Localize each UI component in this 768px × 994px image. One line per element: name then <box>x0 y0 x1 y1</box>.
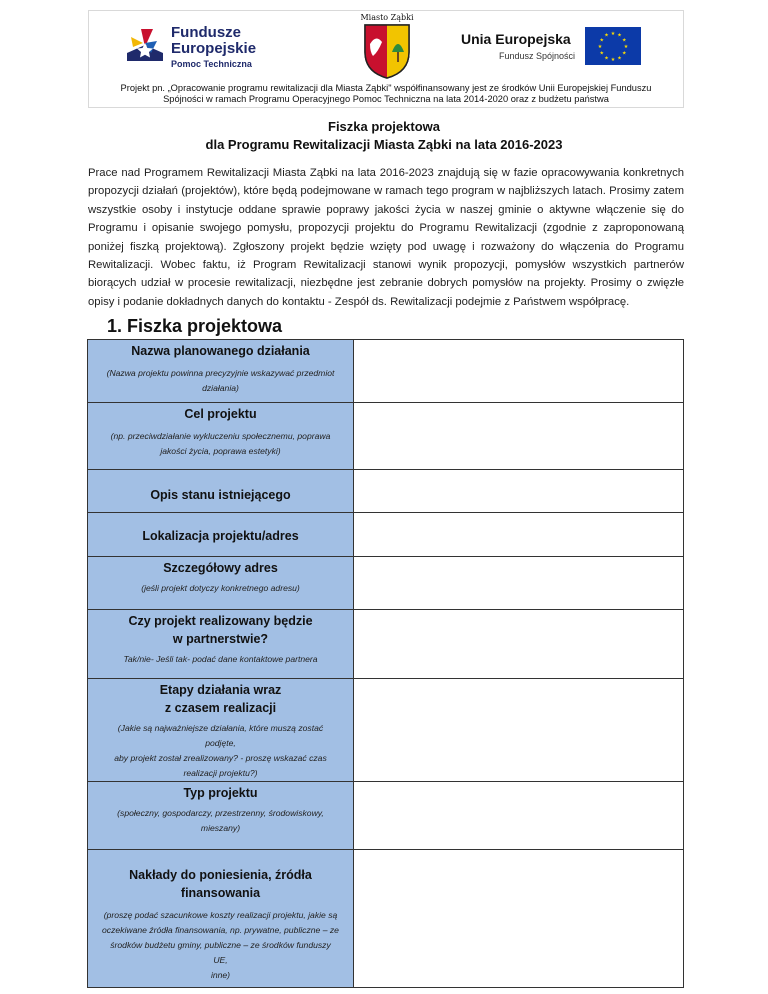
form-row-title-line: Etapy działania wraz <box>159 683 282 697</box>
unia-europejska-logo <box>461 27 661 77</box>
form-row-label <box>88 782 354 850</box>
form-row <box>88 679 684 782</box>
svg-text:★: ★ <box>599 50 604 57</box>
project-funding-notice <box>89 83 683 105</box>
coat-of-arms-icon <box>362 22 412 80</box>
form-row-label <box>88 340 354 403</box>
title-line1: Fiszka projektowa <box>328 119 440 134</box>
project-form-table <box>87 339 684 988</box>
form-row-label <box>88 610 354 679</box>
form-row-title <box>88 782 353 802</box>
svg-text:★: ★ <box>604 32 609 39</box>
form-row-hint-line: aby projekt został zrealizowany? - proszę wskazać czas <box>114 753 327 763</box>
form-row-hint-line: (społeczny, gospodarczy, przestrzenny, środowiskowy, <box>117 808 324 818</box>
form-row-title-line: Lokalizacja projektu/adres <box>142 529 299 543</box>
ue-title: Unia Europejska <box>461 31 571 47</box>
fundusze-europejskie-logo <box>123 23 273 73</box>
form-row-value-field[interactable] <box>354 470 684 513</box>
form-row-hint-line: (Nazwa projektu powinna precyzyjnie wskazywać przedmiot <box>106 368 335 378</box>
form-row-title <box>88 679 353 717</box>
form-row-value-field[interactable] <box>354 679 684 782</box>
fe-logo-line2: Europejskie <box>171 40 257 57</box>
svg-text:★: ★ <box>622 50 627 57</box>
form-row-title <box>88 340 353 360</box>
form-row <box>88 782 684 850</box>
form-row-hint-line: działania) <box>202 383 239 393</box>
form-row-hint-line: (np. przeciwdziałanie wykluczeniu społecznemu, poprawa <box>110 431 331 441</box>
crest-label: Miasto Ząbki <box>360 13 414 22</box>
form-row-value-field[interactable] <box>354 513 684 557</box>
form-row-label <box>88 557 354 610</box>
form-row-value-field[interactable] <box>354 403 684 470</box>
form-row-value-field[interactable] <box>354 340 684 403</box>
document-title <box>0 118 768 154</box>
form-row-title-line: finansowania <box>180 886 261 900</box>
svg-text:★: ★ <box>604 55 609 62</box>
form-row-title <box>88 525 353 545</box>
form-row-label <box>88 470 354 513</box>
form-row-hint <box>88 652 353 667</box>
form-row-hint-line: (jeśli projekt dotyczy konkretnego adresu) <box>141 583 300 593</box>
ue-sub: Fundusz Spójności <box>499 51 576 61</box>
form-row-hint <box>88 429 353 459</box>
form-row-title-line: Opis stanu istniejącego <box>150 488 291 502</box>
form-row-value-field[interactable] <box>354 850 684 988</box>
form-row <box>88 470 684 513</box>
svg-text:★: ★ <box>623 44 629 50</box>
form-row-hint-line: mieszany) <box>200 823 241 833</box>
eu-flag-icon <box>585 27 641 65</box>
zabki-crest <box>347 13 427 85</box>
svg-text:★: ★ <box>622 37 627 44</box>
section-heading: 1. Fiszka projektowa <box>107 316 283 336</box>
form-row <box>88 340 684 403</box>
title-line2: dla Programu Rewitalizacji Miasta Ząbki na lata 2016-2023 <box>205 137 563 152</box>
form-row-title-line: z czasem realizacji <box>164 701 277 715</box>
svg-text:★: ★ <box>610 31 616 37</box>
form-row-label <box>88 850 354 988</box>
form-row-title <box>88 557 353 577</box>
form-row-hint-line: realizacji projektu?) <box>183 768 258 778</box>
form-row-hint-line: Tak/nie- Jeśli tak- podać dane kontaktowe partnera <box>123 654 318 664</box>
form-row-label <box>88 513 354 557</box>
form-row-title-line: Nazwa planowanego działania <box>131 344 310 358</box>
form-row-title-line: Nakłady do poniesienia, źródła <box>129 868 312 882</box>
form-row-label <box>88 679 354 782</box>
svg-text:★: ★ <box>597 44 603 50</box>
form-row-value-field[interactable] <box>354 782 684 850</box>
form-row-value-field[interactable] <box>354 557 684 610</box>
form-row-title-line: Szczegółowy adres <box>163 561 278 575</box>
project-notice-line2: Spójności w ramach Programu Operacyjnego Pomoc Techniczna na lata 2014-2020 oraz z budżetu państwa <box>163 94 609 104</box>
form-row-title-line: Cel projektu <box>184 407 257 421</box>
form-row-hint <box>88 366 353 396</box>
form-row-title <box>88 864 353 902</box>
fe-logo-line1: Fundusze <box>171 24 241 41</box>
svg-text:★: ★ <box>617 55 622 62</box>
form-row-label <box>88 403 354 470</box>
form-row <box>88 850 684 988</box>
form-row <box>88 403 684 470</box>
form-row-hint <box>88 721 353 781</box>
form-row-hint <box>88 806 353 836</box>
form-row <box>88 557 684 610</box>
form-row-hint-line: inne) <box>210 970 231 980</box>
form-row-title-line: Czy projekt realizowany będzie <box>128 614 313 628</box>
intro-paragraph: Prace nad Programem Rewitalizacji Miasta Ząbki na lata 2016-2023 znajdują się w fazie opracowywania konkretnych propozycji działań (projektów), które będą podejmowane w ramach tego program w najbliższych latach. Prosimy zatem wszystkie osoby i instytucje oddane sprawie poprawy jakości życia w naszej gminie o aktywne włączenie się do Programu i opisanie swojego pomysłu, propozycji projektu do Programu Rewitalizacji (zgodnie z zaproponowaną poniżej fiszką projektową). Zgłoszony projekt będzie wzięty pod uwagę i rozważony do włączenia do Programu Rewitalizacji. Wobec faktu, iż Program Rewitalizacji stanowi wynik propozycji, pomysłów wszystkich partnerów biorących udział w procesie rewitalizacji, niezbędne jest zebranie dobrych pomysłów na projekty. Prosimy o zwięzłe opisy i podanie dokładnych danych do kontaktu - Zespół ds. Rewitalizacji podejmie z Państwem współpracę. <box>88 167 684 308</box>
fe-logo-text <box>171 25 256 57</box>
form-row-hint <box>88 908 353 983</box>
form-row-hint-line: (Jakie są najważniejsze działania, które muszą zostać podjęte, <box>117 723 324 748</box>
form-row-value-field[interactable] <box>354 610 684 679</box>
form-row-title <box>88 484 353 504</box>
svg-text:★: ★ <box>610 57 616 63</box>
header-banner <box>88 10 684 108</box>
project-notice-line1: Projekt pn. „Opracowanie programu rewitalizacji dla Miasta Ząbki" współfinansowany jest ze środków Unii Europejskiej Funduszu <box>120 83 652 93</box>
form-row-title <box>88 610 353 648</box>
form-row-title <box>88 403 353 423</box>
form-row-title-line: Typ projektu <box>183 786 258 800</box>
form-row-title-line: w partnerstwie? <box>172 632 269 646</box>
form-row <box>88 513 684 557</box>
form-row-hint-line: oczekiwane źródła finansowania, np. prywatne, publiczne – ze <box>102 925 339 935</box>
form-row-hint-line: (proszę podać szacunkowe koszty realizacji projektu, jakie są <box>103 910 338 920</box>
form-row-hint-line: jakości życia, poprawa estetyki) <box>160 446 281 456</box>
svg-text:★: ★ <box>617 32 622 39</box>
form-row-hint <box>88 581 353 596</box>
fe-logo-sub: Pomoc Techniczna <box>171 59 252 69</box>
fe-star-icon <box>123 23 167 67</box>
form-row-hint-line: środków budżetu gminy, publiczne – ze środków funduszy UE, <box>110 940 331 965</box>
form-row <box>88 610 684 679</box>
svg-text:★: ★ <box>599 37 604 44</box>
